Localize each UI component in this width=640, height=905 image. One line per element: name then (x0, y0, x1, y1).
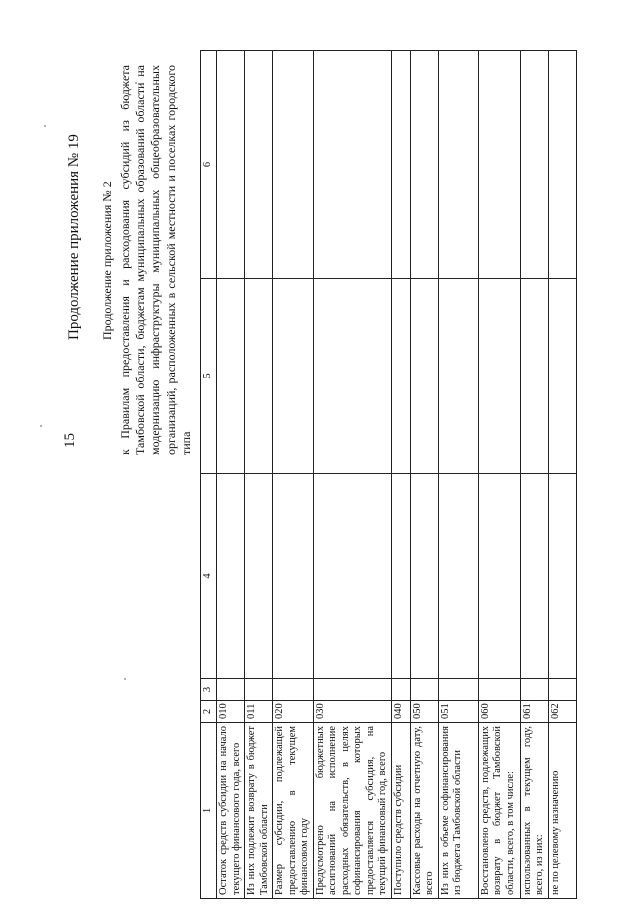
cell-empty (478, 51, 520, 279)
row-label: Остаток средств субсидии на начало текущего финансового года, всего (217, 723, 245, 899)
row-code: 011 (245, 701, 273, 723)
cell-empty (391, 474, 410, 679)
continuation-title: Продолжение приложения № 19 (66, 134, 82, 340)
table-row (245, 51, 273, 899)
row-code: 040 (391, 701, 410, 723)
cell-empty (245, 679, 273, 701)
cell-empty (438, 279, 478, 474)
cell-empty (217, 474, 245, 679)
table-row (438, 51, 478, 899)
row-code: 060 (478, 701, 520, 723)
table-row (548, 51, 576, 899)
cell-empty (410, 51, 438, 279)
row-label: Поступило средств субсидии (391, 723, 410, 899)
row-label: Из них подлежит возврату в бюджет Тамбовской области (245, 723, 273, 899)
column-number-row (201, 51, 217, 899)
table-row (410, 51, 438, 899)
row-label: Размер субсидии, подлежащей предоставлению в текущем финансовом году (273, 723, 314, 899)
cell-empty (313, 679, 391, 701)
cell-empty (273, 679, 314, 701)
cell-empty (520, 679, 548, 701)
cell-empty (245, 51, 273, 279)
cell-empty (478, 279, 520, 474)
cell-empty (313, 279, 391, 474)
cell-empty (520, 51, 548, 279)
page-number: 15 (62, 433, 78, 448)
cell-empty (478, 474, 520, 679)
table-row (217, 51, 245, 899)
row-label: Из них в объеме софинансирования из бюджета Тамбовской области (438, 723, 478, 899)
cell-empty (520, 279, 548, 474)
cell-empty (548, 279, 576, 474)
row-code: 062 (548, 701, 576, 723)
cell-empty (410, 474, 438, 679)
cell-empty (217, 679, 245, 701)
row-code: 061 (520, 701, 548, 723)
table-row (273, 51, 314, 899)
table-row (520, 51, 548, 899)
row-label: не по целевому назначению (548, 723, 576, 899)
annex-title: Продолжение приложения № 2 (100, 181, 114, 340)
row-label: использованных в текущем году, всего, из них: (520, 723, 548, 899)
row-code: 030 (313, 701, 391, 723)
cell-empty (245, 474, 273, 679)
cell-empty (548, 51, 576, 279)
row-label: Восстановлено средств, подлежащих возврату в бюджет Тамбовской области, всего, в том числе: (478, 723, 520, 899)
row-code: 051 (438, 701, 478, 723)
cell-empty (313, 51, 391, 279)
table-row (478, 51, 520, 899)
row-label: Кассовые расходы на отчетную дату, всего (410, 723, 438, 899)
cell-empty (245, 279, 273, 474)
cell-empty (410, 679, 438, 701)
cell-empty (438, 51, 478, 279)
cell-empty (273, 474, 314, 679)
row-label: Предусмотрено бюджетных ассигнований на исполнение расходных обязательств, в целях софинансирования которых предоставляется субсидия, на текущий финансовый год, всего (313, 723, 391, 899)
row-code: 050 (410, 701, 438, 723)
cell-empty (391, 279, 410, 474)
cell-empty (217, 279, 245, 474)
row-code: 020 (273, 701, 314, 723)
cell-empty (548, 474, 576, 679)
cell-empty (438, 474, 478, 679)
cell-empty (438, 679, 478, 701)
cell-empty (217, 51, 245, 279)
cell-empty (391, 679, 410, 701)
column-number: 3 (201, 679, 217, 701)
table-row (313, 51, 391, 899)
column-number: 5 (201, 279, 217, 474)
table-row (391, 51, 410, 899)
cell-empty (478, 679, 520, 701)
subsidy-report-table (200, 50, 577, 899)
column-number: 1 (201, 723, 217, 899)
column-number: 2 (201, 701, 217, 723)
column-number: 6 (201, 51, 217, 279)
cell-empty (273, 279, 314, 474)
column-number: 4 (201, 474, 217, 679)
cell-empty (391, 51, 410, 279)
annex-text: к Правилам предоставления и расходования субсидий из бюджета Тамбовской области, бюджетам муниципальных образований области на модернизацию инфраструктуры муниципальных общеобразовательных организаций, расположенных в сельской местности и поселках городского типа (118, 65, 193, 455)
row-code: 010 (217, 701, 245, 723)
cell-empty (520, 474, 548, 679)
cell-empty (548, 679, 576, 701)
cell-empty (313, 474, 391, 679)
cell-empty (273, 51, 314, 279)
cell-empty (410, 279, 438, 474)
